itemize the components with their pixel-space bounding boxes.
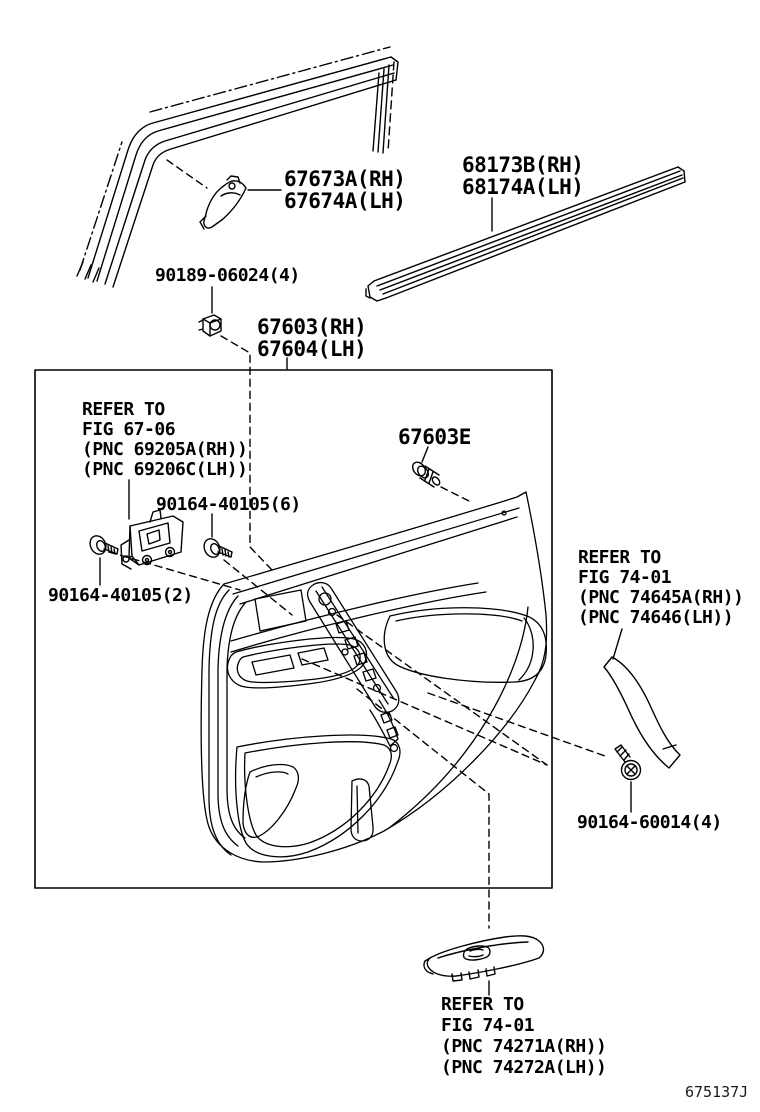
screw-40105-6-drawing <box>201 536 232 560</box>
label-screw-60014: 90164-60014(4) <box>577 812 722 833</box>
refer-line: (PNC 74645A(RH)) <box>578 587 744 608</box>
refer-line: REFER TO <box>82 399 165 420</box>
screw-60014-drawing <box>615 745 641 812</box>
label-refer-fig-74-01-switch <box>441 994 606 1078</box>
label-refer-fig-74-01-quarter <box>578 548 743 628</box>
door-trim-panel-drawing <box>201 492 546 862</box>
corner-cover-drawing <box>167 160 281 229</box>
label-refer-fig-67-06 <box>82 400 247 480</box>
label-screw-40105-2: 90164-40105(2) <box>48 585 193 606</box>
refer-line: REFER TO <box>441 994 524 1015</box>
label-corner-cover-lh: 67674A(LH) <box>284 189 406 213</box>
label-belt-molding-lh: 68174A(LH) <box>462 175 584 199</box>
label-corner-cover-rh: 67673A(RH) <box>284 167 406 191</box>
label-door-trim-rh: 67603(RH) <box>257 315 367 339</box>
refer-line: (PNC 69205A(RH)) <box>82 439 248 460</box>
label-door-trim-lh: 67604(LH) <box>257 337 367 361</box>
label-grommet: 90189-06024(4) <box>155 265 300 286</box>
trim-clip-drawing <box>410 447 471 502</box>
refer-line: FIG 74-01 <box>578 567 672 588</box>
label-belt-molding-rh: 68173B(RH) <box>462 153 584 177</box>
refer-line: (PNC 74646(LH)) <box>578 607 734 628</box>
refer-line: (PNC 74271A(RH)) <box>441 1036 607 1057</box>
label-trim-clip: 67603E <box>398 425 471 449</box>
label-screw-40105-6: 90164-40105(6) <box>156 494 301 515</box>
refer-line: REFER TO <box>578 547 661 568</box>
quarter-trim-drawing <box>604 629 680 768</box>
refer-line: FIG 67-06 <box>82 419 176 440</box>
screw-40105-6-dash <box>224 560 292 615</box>
refer-line: (PNC 69206C(LH)) <box>82 459 248 480</box>
figure-code: 675137J <box>685 1083 749 1101</box>
switch-bezel-drawing <box>424 936 544 995</box>
refer-line: (PNC 74272A(LH)) <box>441 1057 607 1078</box>
refer-line: FIG 74-01 <box>441 1015 535 1036</box>
